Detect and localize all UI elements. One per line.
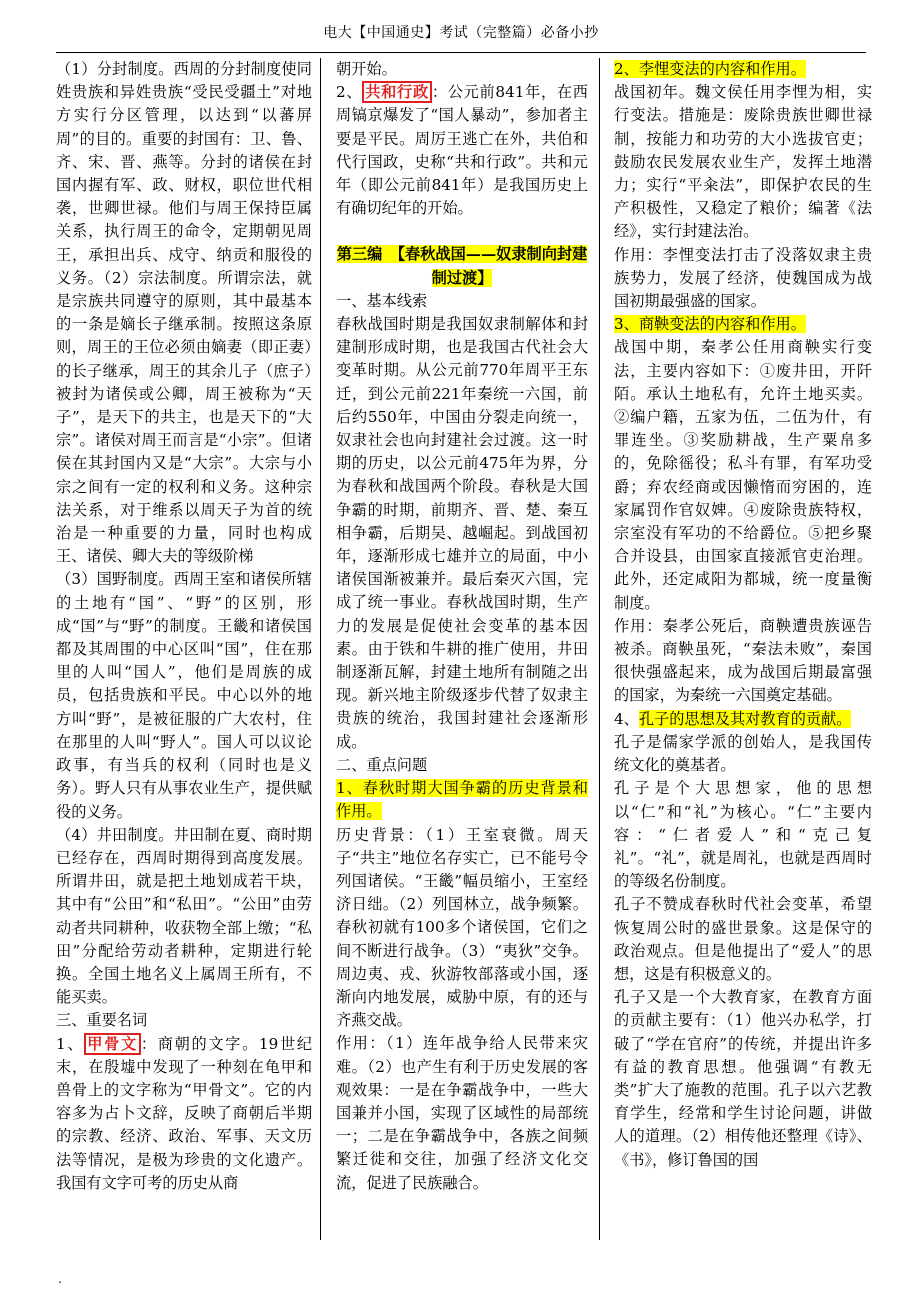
paragraph-shang-yang-reform: 战国中期，秦孝公任用商鞅实行变法，主要内容如下：①废井田，开阡陌。承认土地私有，允许土地买卖。②编户籍，五家为伍，二伍为什，有罪连坐。③奖励耕战，生产粟帛多的，免除徭役；私斗有罪，有军功受爵；弃农经商或因懒惰而穷困的，连家属罚作官奴婢。④废除贵族特权，宗室没有军功的不给爵位。⑤把乡聚合并设县，由国家直接派官吏治理。此外，还定咸阳为都城，统一度量衡制度。 (614, 338, 872, 612)
question-shang-yang (614, 313, 872, 336)
paragraph-shang-yang-effect: 作用：秦孝公死后，商鞅遭贵族诬告被杀。商鞅虽死，“秦法未败”，秦国很快强盛起来，成为战国后期最富强的国家，为秦统一六国奠定基础。 (614, 616, 872, 705)
term-definition: ：公元前841年，在西周镐京爆发了“国人暴动”，参加者主要是平民。周厉王逃亡在外，共伯和代行国政，史称“共和行政”。共和元年（即公元前841年）是我国历史上有确切纪年的开始。 (336, 83, 588, 218)
paragraph-li-kui-reform: 战国初年。魏文侯任用李悝为相，实行变法。措施是：废除贵族世卿世禄制，按能力和功劳的大小选拔官吏；鼓励农民发展农业生产，发挥土地潜力；实行“平籴法”，即保护农民的生产积极性，又稳定了粮价；编著《法经》，实行封建法治。 (614, 83, 872, 241)
paragraph-jingtian-system: （4）井田制度。井田制在夏、商时期已经存在，西周时期得到高度发展。所谓井田，就是把土地划成若干块，其中有“公田”和“私田”。“公田”由劳动者共同耕种，收获物全部上缴；“私田”分配给劳动者耕种，定期进行轮换。全国土地名义上属周王所有，不能买卖。 (56, 825, 312, 1007)
paragraph-confucius-thought: 孔子是个大思想家，他的思想以“仁”和“礼”为核心。“仁”主要内容：“仁者爱人”和“克己复礼”。“礼”，就是周礼，也就是西周时的等级名份制度。 (614, 779, 872, 891)
question-number: 4、 (614, 709, 639, 728)
question-highlight: 2、李悝变法的内容和作用。 (614, 60, 806, 78)
term-label-boxed: 共和行政 (362, 81, 432, 103)
paragraph-confucius-politics: 孔子不赞成春秋时代社会变革，希望恢复周公时的盛世景象。这是保守的政治观点。但是他提出了“爱人”的思想，这是有积极意义的。 (614, 895, 872, 983)
term-definition: ：商朝的文字。19世纪末，在殷墟中发现了一种刻在龟甲和兽骨上的文字称为“甲骨文”。它的内容多为占卜文辞，反映了商朝后半期的宗教、经济、政治、军事、天文历法等情况，是极为珍贵的文化遗产。我国有文字可考的历史从商 (56, 1034, 312, 1192)
question-confucius (614, 708, 872, 731)
heading-key-terms: 三、重要名词 (56, 1011, 148, 1030)
paragraph-confucius-education: 孔子又是一个大教育家，在教育方面的贡献主要有：（1）他兴办私学，打破了“学在官府”的传统，并提出许多有益的教育思想。他强调“有教无类”扩大了施教的范围。孔子以六艺教育学生，经常和学生讨论问题，讲做人的道理。（2）相传他还整理《诗》、《书》，修订鲁国的国 (614, 988, 872, 1169)
paragraph-guoye-system: （3）国野制度。西周王室和诸侯所辖的土地有“国”、“野”的区别，形成“国”与“野”的制度。王畿和诸侯国都及其周围的中心区叫“国”，住在那里的人叫“国人”，他们是周族的成员，包括贵族和平民。中心以外的地方叫“野”，是被征服的广大农村，住在那里的人叫“野人”。国人可以议论政事，有当兵的权利（同时也是义务）。野人只有从事农业生产，提供赋役的义务。 (56, 570, 312, 821)
paragraph-spring-autumn-overview: 春秋战国时期是我国奴隶制解体和封建制形成时期，也是我国古代社会大变革时期。从公元前770年周平王东迁，到公元前221年秦统一六国，前后约550年，中国由分裂走向统一，奴隶社会也向封建社会过渡。这一时期的历史，以公元前475年为界，分为春秋和战国两个阶段。春秋是大国争霸的时期，前期齐、晋、楚、秦互相争霸，后期吴、越崛起。到战国初年，逐渐形成七雄并立的局面，中小诸侯国渐被兼并。最后秦灭六国，完成了统一事业。春秋战国时期，生产力的发展是促使社会变革的基本因素。由于铁和牛耕的推广使用，井田制逐渐瓦解，封建土地所有制随之出现。新兴地主阶级逐步代替了奴隶主贵族的统治，我国封建社会逐渐形成。 (336, 315, 588, 751)
paragraph-li-kui-effect: 作用：李悝变法打击了没落奴隶主贵族势力，发展了经济，使魏国成为战国初期最强盛的国家。 (614, 245, 872, 311)
section-title (336, 243, 588, 289)
question-highlight: 3、商鞅变法的内容和作用。 (614, 315, 806, 334)
term-oracle-bone (56, 1033, 312, 1195)
paragraph-continuation: 朝开始。 (336, 60, 397, 78)
footer-mark: . (58, 1272, 62, 1286)
column-3 (614, 58, 872, 1240)
paragraph-confucius-intro: 孔子是儒家学派的创始人，是我国传统文化的奠基者。 (614, 732, 872, 775)
paragraph-historical-background: 历史背景：（1）王室衰微。周天子“共主”地位名存实亡，已不能号令列国诸侯。“王畿”幅员缩小，王室经济日绌。（2）列国林立，战争频繁。春秋初就有100多个诸侯国，它们之间不断进行战争。（3）“夷狄”交争。周边夷、戎、狄游牧部落或小国，逐渐向内地发展，威胁中原，有的还与齐燕交战。 (336, 825, 588, 1030)
question-li-kui (614, 58, 872, 81)
term-number: 1、 (56, 1034, 85, 1053)
heading-key-issues: 二、重点问题 (336, 755, 428, 774)
question-highlight: 孔子的思想及其对教育的贡献。 (638, 709, 852, 728)
heading-basic-clues: 一、基本线索 (336, 291, 428, 310)
term-label-boxed: 甲骨文 (84, 1033, 141, 1055)
section-title-text: 第三编 【春秋战国——奴隶制向封建制过渡】 (336, 245, 588, 287)
term-gonghe-regency (336, 81, 588, 220)
column-divider-2 (599, 58, 600, 1240)
paragraph-feudal-system: （1）分封制度。西周的分封制度使同姓贵族和异姓贵族“受民受疆土”对地方实行分区管理，以达到“以蕃屏周”的目的。重要的封国有：卫、鲁、齐、宋、晋、燕等。分封的诸侯在封国内握有军、政、财权，职位世代相袭，世卿世禄。他们与周王保持臣属关系，执行周王的命令，定期朝见周王，承担出兵、戍守、纳贡和服役的义务。（2）宗法制度。所谓宗法，就是宗族共同遵守的原则，其中最基本的一条是嫡长子继承制。按照这条原则，周王的王位必须由嫡妻（即正妻）的长子继承，周王的其余儿子（庶子）被封为诸侯或公卿，周王被称为“天子”，是天下的共主，也是天下的“大宗”。诸侯对周王而言是“小宗”。但诸侯在其封国内又是“大宗”。大宗与小宗之间有一定的权利和义务。这种宗法关系，对于维系以周天子为首的统治是一种重要的力量，同时也构成王、诸侯、卿大夫的等级阶梯 (56, 60, 312, 566)
page-header: 电大【中国通史】考试（完整篇）必备小抄 (323, 25, 599, 41)
question-hegemony (336, 777, 588, 823)
question-highlight: 1、春秋时期大国争霸的历史背景和作用。 (336, 779, 588, 821)
column-2 (336, 58, 588, 1240)
term-number: 2、 (336, 83, 363, 102)
column-1 (56, 58, 312, 1240)
paragraph-hegemony-effect: 作用：（1）连年战争给人民带来灾难。（2）也产生有利于历史发展的客观效果：一是在争霸战争中，一些大国兼并小国，实现了区域性的局部统一；二是在争霸战争中，各族之间频繁迁徙和交往，加强了经济文化交流，促进了民族融合。 (336, 1034, 588, 1192)
header-rule (56, 52, 866, 53)
spacer (336, 220, 588, 243)
column-divider-1 (320, 58, 321, 1240)
